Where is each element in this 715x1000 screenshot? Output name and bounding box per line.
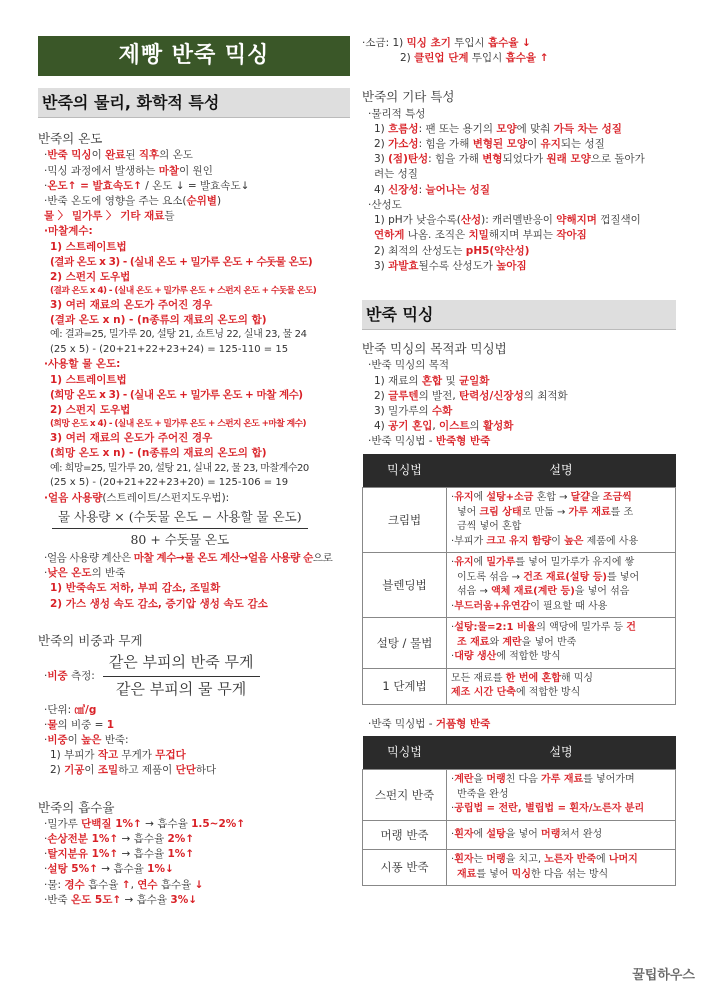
- text-line: 2) 스펀지 도우법: [50, 271, 131, 284]
- watermark: 꿀팁하우스: [632, 968, 695, 984]
- example-line: 예: 결과=25, 밀가루 20, 설탕 21, 쇼트닝 22, 실내 23, 물 24: [50, 329, 307, 341]
- method-name: 1 단계법: [363, 668, 447, 704]
- text-line: 1) 재료의 혼합 및 균일화: [374, 374, 490, 387]
- text-line: ·산성도: [368, 198, 402, 211]
- table-header-row: [363, 736, 676, 770]
- table-row: [363, 488, 676, 553]
- text-line: ·물리적 특성: [368, 107, 426, 120]
- subsection-temperature-title: 반죽의 온도: [38, 131, 103, 147]
- text-line: ·반죽 온도 5도↑ → 흡수율 3%↓: [44, 893, 198, 906]
- table-row: [363, 820, 676, 850]
- text-line: 2) 글루텐의 발전, 탄력성/신장성의 최적화: [374, 389, 568, 402]
- text-line: ·믹싱 과정에서 발생하는 마찰이 원인: [44, 164, 213, 177]
- subsection-purpose-title: 반죽 믹싱의 목적과 믹싱법: [362, 341, 507, 357]
- method-description: ·흰자는 머랭을 치고, 노른자 반죽에 나머지 재료를 넣어 믹싱한 다음 섞는 방식: [447, 850, 676, 886]
- column-header: 믹싱법: [363, 736, 447, 770]
- text-line: ·반죽 믹싱이 완료된 직후의 온도: [44, 149, 193, 162]
- section-heading-properties: 반죽의 물리, 화학적 특성: [38, 88, 350, 118]
- text-line: ·반죽 믹싱의 목적: [368, 359, 450, 372]
- gravity-formula: ·비중 측정: $\frac{\text{같은 부피의 반죽 무게}}{\text{같은 부피의 물 무게}}$: [38, 652, 350, 701]
- method-name: 설탕 / 물법: [363, 618, 447, 669]
- table-row: [363, 553, 676, 618]
- column-header: 믹싱법: [363, 454, 447, 488]
- text-line: 2) 클린업 단계 투입시 흡수율 ↑: [400, 52, 549, 65]
- text-line: 2) 가소성: 힘을 가해 변형된 모양이 유지되는 성질: [374, 138, 605, 150]
- subsection-other-title: 반죽의 기타 특성: [362, 89, 455, 105]
- text-line: ·낮은 온도의 반죽: [44, 567, 126, 580]
- table-row: [363, 618, 676, 669]
- text-line: ·얼음 사용량(스트레이트/스펀지도우법):: [44, 491, 230, 504]
- method-name: 시퐁 반죽: [363, 850, 447, 886]
- section-heading-mixing: 반죽 믹싱: [362, 300, 676, 330]
- text-line: 1) 스트레이트법: [50, 240, 127, 253]
- column-header: 설명: [447, 454, 676, 488]
- formula-line: (희망 온도 x 3) - (실내 온도 + 밀가루 온도 + 마찰 계수): [50, 388, 303, 401]
- formula-line: (희망 온도 x n) - (n종류의 재료의 온도의 합): [50, 447, 267, 460]
- text-line: ·물의 비중 = 1: [44, 718, 115, 731]
- text-line: ·반죽 믹싱법 - 반죽형 반죽: [368, 435, 491, 448]
- example-line: 예: 희망=25, 밀가루 20, 설탕 21, 실내 22, 물 23, 마찰계수20: [50, 462, 309, 474]
- formula-line: (결과 온도 x 4) - (실내 온도 + 밀가루 온도 + 스펀지 온도 + 수돗물 온도): [50, 286, 317, 297]
- text-line: 1) 흐름성: 팬 또는 용기의 모양에 맞춰 가득 차는 성질: [374, 122, 622, 135]
- subsection-absorption-title: 반죽의 흡수율: [38, 799, 115, 815]
- text-line: ·설탕 5%↑ → 흡수율 1%↓: [44, 863, 174, 876]
- method-description: ·흰자에 설탕을 넣어 머랭쳐서 완성: [447, 820, 676, 850]
- foam-mixing-table: [362, 736, 676, 887]
- text-line: 물 〉 밀가루 〉 기타 재료들: [44, 210, 175, 223]
- text-line: ·비중이 높은 반죽:: [44, 733, 129, 746]
- right-column: [362, 0, 676, 886]
- example-line: (25 x 5) - (20+21+22+23+24) = 125-110 = 15: [50, 343, 289, 355]
- method-name: 크림법: [363, 488, 447, 553]
- other-properties-block: [362, 107, 676, 274]
- text-line: 1) 스트레이트법: [50, 373, 127, 386]
- text-line: ·온도↑ = 발효속도↑ / 온도 ↓ = 발효속도↓: [44, 179, 250, 192]
- text-line: 2) 스펀지 도우법: [50, 404, 131, 417]
- absorption-block: [38, 817, 350, 908]
- method-description: ·계란을 머랭친 다음 가루 재료를 넣어가며 반죽을 완성 ·공립법 = 전란, 별립법 = 흰자/노른자 분리: [447, 770, 676, 821]
- example-line: (25 x 5) - (20+21+22+23+20) = 125-106 = 19: [50, 477, 289, 489]
- method-description: ·유지에 밀가루를 넣어 밀가루가 유지에 쌓 이도록 섞음 → 건조 재료(설탕 등)를 넣어 섞음 → 액체 재료(계란 등)을 넣어 섞음 ·부드러움+유연감이 필요할 때 사용: [447, 553, 676, 618]
- batter-mixing-table: [362, 454, 676, 705]
- formula-line: (희망 온도 x 4) - (실내 온도 + 밀가루 온도 + 스펀지 온도 +마찰 계수): [50, 419, 306, 430]
- formula-line: (결과 온도 x n) - (n종류의 재료의 온도의 합): [50, 314, 267, 327]
- text-line: 3) 여러 재료의 온도가 주어진 경우: [50, 432, 213, 445]
- text-line: 3) 밀가루의 수화: [374, 404, 453, 417]
- text-line: 2) 최적의 산성도는 pH5(약산성): [374, 244, 530, 257]
- column-header: 설명: [447, 736, 676, 770]
- method-description: ·설탕:물=2:1 비율의 액당에 밀가루 등 건 조 재료와 계란을 넣어 반죽 ·대량 생산에 적합한 방식: [447, 618, 676, 669]
- gravity-block: [38, 652, 350, 779]
- text-line: 려는 성질: [374, 168, 418, 181]
- table-row: [363, 850, 676, 886]
- page-title: 제빵 반죽 믹싱: [38, 36, 350, 76]
- ice-formula: [38, 508, 350, 549]
- text-line: 1) pH가 낮을수록(산성): 캐러멜반응이 약해지며 껍질색이: [374, 214, 641, 227]
- text-line: 4) 공기 혼입, 이스트의 활성화: [374, 420, 514, 433]
- gravity-denominator: 같은 부피의 물 무게: [116, 679, 247, 698]
- text-line: ·반죽 온도에 영향을 주는 요소(순위별): [44, 194, 222, 207]
- text-line: ·탈지분유 1%↑ → 흡수율 1%↑: [44, 848, 195, 861]
- text-line: 3) (점)탄성: 힘을 가해 변형되었다가 원래 모양으로 돌아가: [374, 153, 645, 166]
- text-line: ·얼음 사용량 계산은 마찰 계수→물 온도 계산→얼음 사용량 순으로: [44, 552, 333, 564]
- text-line: ·손상전분 1%↑ → 흡수율 2%↑: [44, 832, 195, 845]
- text-line: ·물: 경수 흡수율 ↑, 연수 흡수율 ↓: [44, 878, 204, 891]
- ice-formula-numerator: 물 사용량 × (수돗물 온도 − 사용할 물 온도): [52, 508, 308, 529]
- text-line: ·밀가루 단백질 1%↑ → 흡수율 1.5~2%↑: [44, 817, 246, 830]
- ice-formula-denominator: 80 + 수돗물 온도: [130, 531, 230, 547]
- table-row: [363, 770, 676, 821]
- method-name: 머랭 반죽: [363, 820, 447, 850]
- text-line: ·소금: 1) 믹싱 초기 투입시 흡수율 ↓: [362, 37, 531, 49]
- method-description: ·유지에 설탕+소금 혼합 → 달걀을 조금씩 넣어 크림 상태로 만듦 → 가루 재료를 조 금씩 넣어 혼합 ·부피가 크고 유지 함량이 높은 제품에 사용: [447, 488, 676, 553]
- text-line: 1) 부피가 작고 무게가 무겁다: [50, 749, 186, 762]
- temperature-block: [38, 148, 350, 612]
- method-name: 블렌딩법: [363, 553, 447, 618]
- method-name: 스펀지 반죽: [363, 770, 447, 821]
- text-line: ·마찰계수:: [44, 225, 93, 238]
- table-row: [363, 668, 676, 704]
- text-line: 4) 신장성: 늘어나는 성질: [374, 183, 490, 196]
- subsection-gravity-title: 반죽의 비중과 무게: [38, 632, 143, 648]
- method-description: 모든 재료를 한 번에 혼합해 믹싱 제조 시간 단축에 적합한 방식: [447, 668, 676, 704]
- text-line: 3) 과발효될수록 산성도가 높아짐: [374, 259, 527, 272]
- text-line: 연하게 나옴. 조직은 치밀해지며 부피는 작아짐: [374, 229, 587, 242]
- text-line: 1) 반죽속도 저하, 부피 감소, 조밀화: [50, 582, 221, 595]
- gravity-numerator: 같은 부피의 반죽 무게: [103, 652, 260, 677]
- left-column: [38, 0, 350, 908]
- foam-method-label: ·반죽 믹싱법 - 거품형 반죽: [368, 717, 491, 730]
- salt-block: [362, 36, 676, 66]
- purpose-block: [362, 358, 676, 449]
- text-line: 2) 가스 생성 속도 감소, 증기압 생성 속도 감소: [50, 597, 268, 610]
- text-line: 3) 여러 재료의 온도가 주어진 경우: [50, 299, 213, 312]
- text-line: ·단위: ㎤/g: [44, 703, 97, 716]
- text-line: 2) 기공이 조밀하고 제품이 단단하다: [50, 764, 217, 777]
- text-line: ·사용할 물 온도:: [44, 358, 121, 371]
- formula-line: (결과 온도 x 3) - (실내 온도 + 밀가루 온도 + 수돗물 온도): [50, 255, 313, 268]
- table-header-row: [363, 454, 676, 488]
